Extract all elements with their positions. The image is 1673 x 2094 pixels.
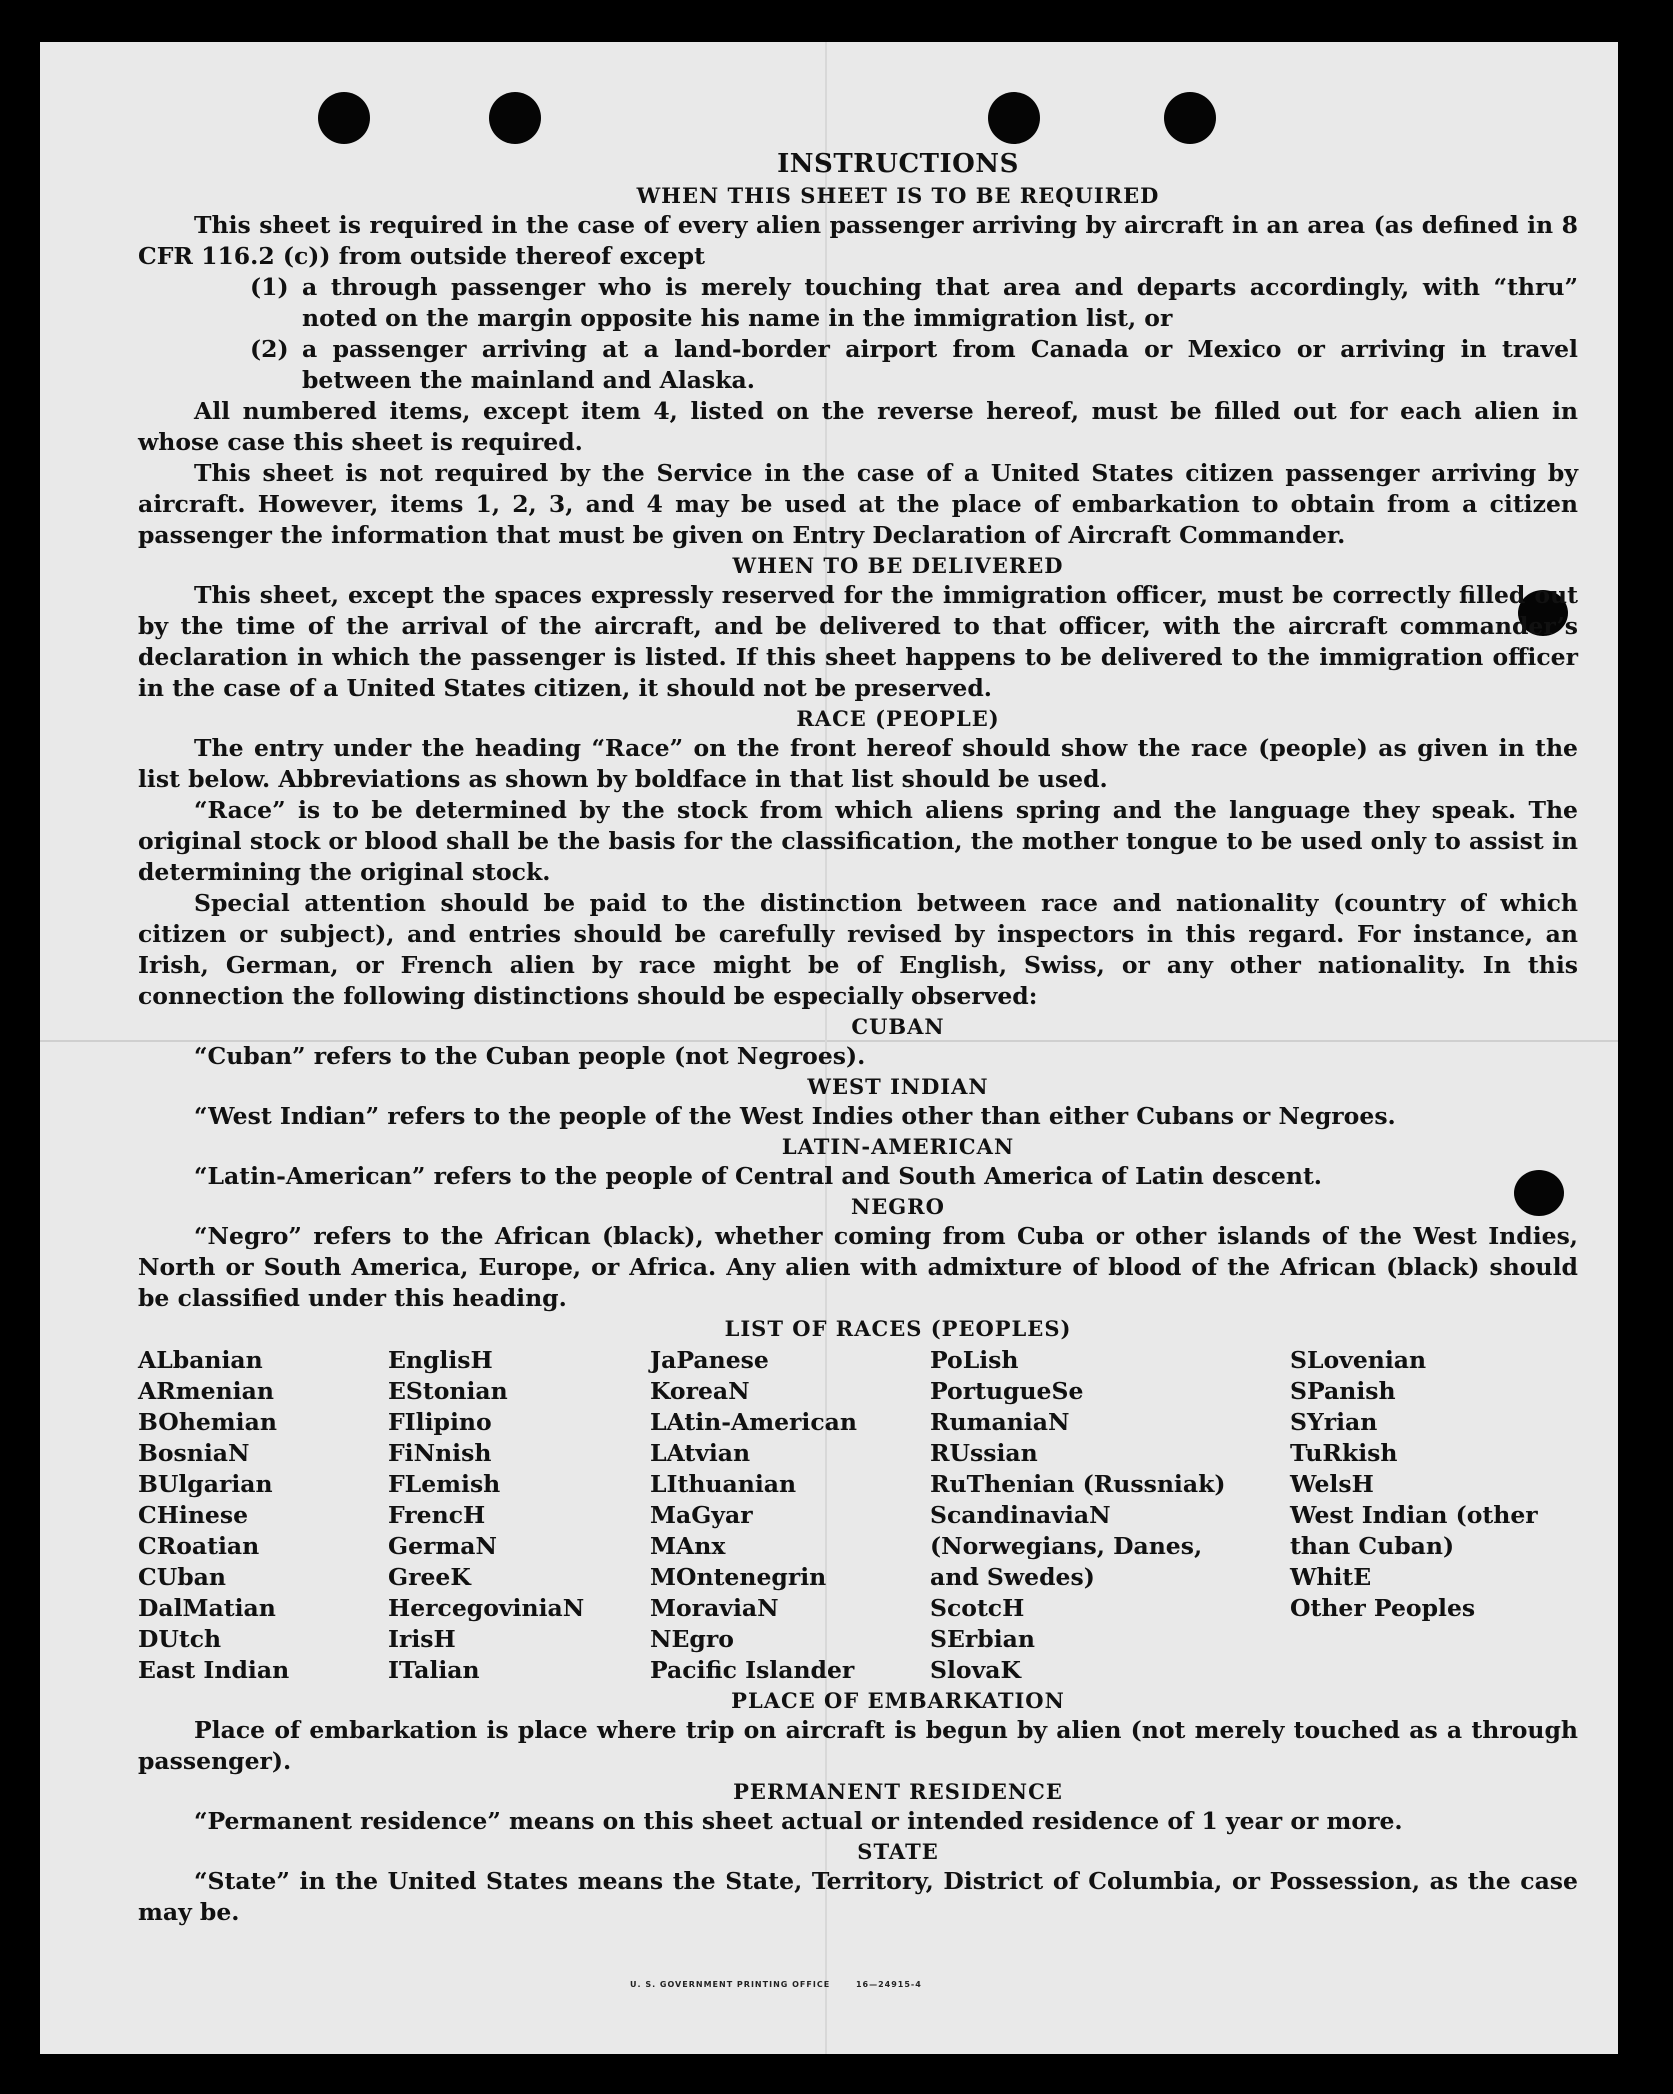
paragraph: This sheet, except the spaces expressly reserved for the immigration officer, must be correctly filled out by the time of the arrival of the aircraft, and be delivered to that officer, with the aircraft commander’s declaration in which the passenger is listed. If this sheet happens to be delivered to the immigration officer in the case of a United States citizen, it should not be preserved. [138,581,1578,702]
race-column [388,1345,650,1686]
race-entry: East Indian [138,1656,290,1684]
punch-hole [318,92,370,144]
race-entry: BUlgarian [138,1470,273,1498]
paragraph: All numbered items, except item 4, listed on the reverse hereof, must be filled out for each alien in whose case this sheet is required. [138,397,1578,456]
race-entry: LAtin-American [650,1408,857,1436]
race-entry: FiNnish [388,1439,492,1467]
race-entry: MoraviaN [650,1594,779,1622]
race-column [930,1345,1290,1686]
race-entry: RumaniaN [930,1408,1070,1436]
race-entry: GreeK [388,1563,471,1591]
section-heading: LIST OF RACES (PEOPLES) [724,1316,1072,1341]
paragraph: “Race” is to be determined by the stock from which aliens spring and the language they speak. The original stock or blood shall be the basis for the classification, the mother tongue to be used only to assist in determining the original stock. [138,796,1578,886]
race-entry: MOntenegrin [650,1563,827,1591]
section-heading: PERMANENT RESIDENCE [733,1779,1063,1804]
race-entry: WhitE [1290,1563,1372,1591]
printer-imprint [630,1980,922,1989]
paragraph: This sheet is required in the case of every alien passenger arriving by aircraft in an area (as defined in 8 CFR 116.2 (c)) from outside thereof except [138,211,1578,270]
race-entry: ScotcH [930,1594,1025,1622]
race-column [1290,1345,1550,1686]
race-entry: ARmenian [138,1377,274,1405]
race-entry: IrisH [388,1625,456,1653]
race-entry: LIthuanian [650,1470,797,1498]
race-entry: LAtvian [650,1439,751,1467]
race-entry: PoLish [930,1346,1019,1374]
instructions-body [138,147,1578,1928]
race-entry: BosniaN [138,1439,250,1467]
race-entry: NEgro [650,1625,734,1653]
section-heading: WHEN TO BE DELIVERED [732,553,1064,578]
paragraph: “Latin-American” refers to the people of Central and South America of Latin descent. [194,1162,1322,1190]
race-entry: SErbian [930,1625,1035,1653]
race-entry: EnglisH [388,1346,493,1374]
race-entry: RuThenian (Russniak) [930,1470,1226,1498]
race-column [138,1345,388,1686]
race-column [650,1345,930,1686]
race-entry: SPanish [1290,1377,1396,1405]
race-entry: Other Peoples [1290,1594,1476,1622]
race-entry: DUtch [138,1625,222,1653]
race-entry: West Indian (other than Cuban) [1290,1501,1538,1560]
punch-hole [988,92,1040,144]
race-list [138,1345,1578,1686]
race-entry: SLovenian [1290,1346,1427,1374]
paragraph: “Permanent residence” means on this sheet actual or intended residence of 1 year or more. [194,1807,1403,1835]
punch-hole [489,92,541,144]
race-entry: EStonian [388,1377,508,1405]
race-entry: CRoatian [138,1532,260,1560]
race-entry: JaPanese [650,1346,769,1374]
paragraph: Place of embarkation is place where trip on aircraft is begun by alien (not merely touched as a through passenger). [138,1716,1578,1775]
race-entry: CHinese [138,1501,249,1529]
race-entry: ScandinaviaN (Norwegians, Danes, and Swedes) [930,1501,1203,1591]
race-entry: Pacific Islander [650,1656,855,1684]
page-title: INSTRUCTIONS [777,149,1019,179]
race-entry: WelsH [1290,1470,1374,1498]
paragraph: “Negro” refers to the African (black), whether coming from Cuba or other islands of the West Indies, North or South America, Europe, or Africa. Any alien with admixture of blood of the African (black) should be classified under this heading. [138,1222,1578,1312]
race-entry: ITalian [388,1656,480,1684]
printer-name: U. S. GOVERNMENT PRINTING OFFICE [630,1980,831,1989]
race-entry: ALbanian [138,1346,263,1374]
paragraph: The entry under the heading “Race” on the front hereof should show the race (people) as given in the list below. Abbreviations as shown by boldface in that list should be used. [138,734,1578,793]
race-entry: RUssian [930,1439,1038,1467]
paragraph: “Cuban” refers to the Cuban people (not Negroes). [194,1042,866,1070]
race-entry: BOhemian [138,1408,277,1436]
section-heading: NEGRO [851,1194,945,1219]
race-entry: CUban [138,1563,226,1591]
punch-hole [1164,92,1216,144]
race-entry: FrencH [388,1501,486,1529]
race-entry: SYrian [1290,1408,1378,1436]
section-heading: STATE [857,1839,939,1864]
race-entry: TuRkish [1290,1439,1398,1467]
race-entry: GermaN [388,1532,497,1560]
section-heading: PLACE OF EMBARKATION [731,1688,1065,1713]
race-entry: KoreaN [650,1377,750,1405]
section-heading: LATIN-AMERICAN [781,1134,1015,1159]
race-entry: HercegoviniaN [388,1594,585,1622]
race-entry: PortugueSe [930,1377,1084,1405]
section-heading: CUBAN [851,1014,945,1039]
paragraph: “State” in the United States means the State, Territory, District of Columbia, or Possession, as the case may be. [138,1867,1578,1926]
race-entry: FIlipino [388,1408,492,1436]
section-heading: RACE (PEOPLE) [796,706,1000,731]
paragraph: “West Indian” refers to the people of the West Indies other than either Cubans or Negroes. [194,1102,1396,1130]
paragraph: This sheet is not required by the Service in the case of a United States citizen passenger arriving by aircraft. However, items 1, 2, 3, and 4 may be used at the place of embarkation to obtain from a citizen passenger the information that must be given on Entry Declaration of Aircraft Commander. [138,459,1578,549]
document-page [40,42,1618,2054]
race-entry: MAnx [650,1532,726,1560]
race-entry: FLemish [388,1470,501,1498]
paragraph: Special attention should be paid to the distinction between race and nationality (country of which citizen or subject), and entries should be carefully revised by inspectors in this regard. For instance, an Irish, German, or French alien by race might be of English, Swiss, or any other nationality. In this connection the following distinctions should be especially observed: [138,889,1578,1010]
form-code: 16—24915-4 [855,1980,922,1989]
section-heading: WHEN THIS SHEET IS TO BE REQUIRED [636,183,1160,208]
race-entry: DalMatian [138,1594,276,1622]
list-item: (2) a passenger arriving at a land-border airport from Canada or Mexico or arriving in travel between the mainland and Alaska. [250,335,1578,394]
list-item: (1) a through passenger who is merely touching that area and departs accordingly, with “thru” noted on the margin opposite his name in the immigration list, or [250,273,1578,332]
race-entry: SlovaK [930,1656,1021,1684]
section-heading: WEST INDIAN [807,1074,989,1099]
race-entry: MaGyar [650,1501,753,1529]
